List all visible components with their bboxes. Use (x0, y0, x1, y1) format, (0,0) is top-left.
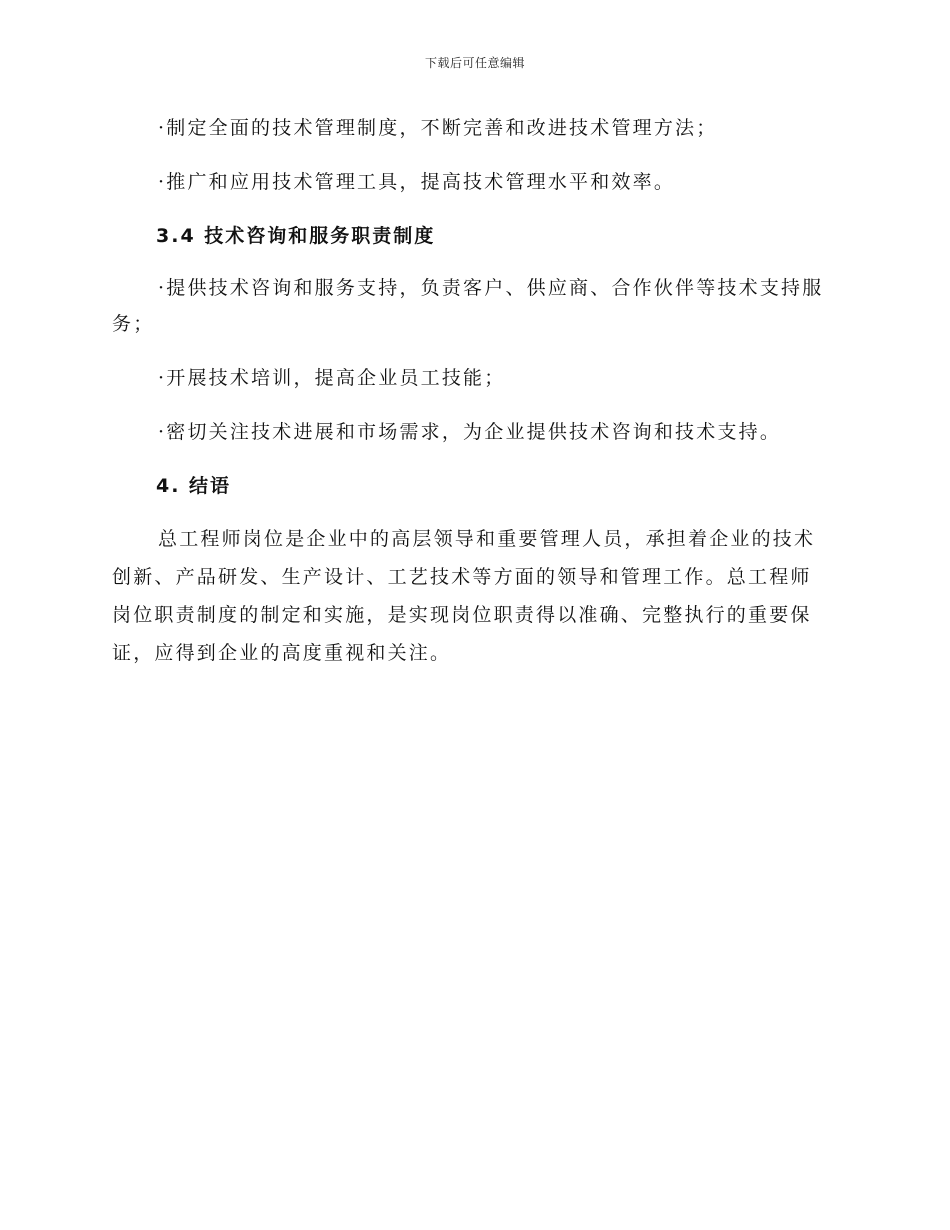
bullet-item: ·密切关注技术进展和市场需求，为企业提供技术咨询和技术支持。 (158, 421, 782, 443)
bullet-item: ·制定全面的技术管理制度，不断完善和改进技术管理方法； (158, 117, 718, 139)
conclusion-paragraph: 总工程师岗位是企业中的高层领导和重要管理人员，承担着企业的技术创新、产品研发、生产设计、工艺技术等方面的领导和管理工作。总工程师岗位职责制度的制定和实施，是实现岗位职责得以准确、完整执行的重要保证，应得到企业的高度重视和关注。 (112, 528, 816, 664)
section-heading: 4. 结语 (156, 475, 232, 497)
header-note: 下载后可任意编辑 (424, 56, 525, 70)
section-heading: 3.4 技术咨询和服务职责制度 (156, 225, 436, 247)
bullet-item: ·推广和应用技术管理工具，提高技术管理水平和效率。 (158, 171, 676, 193)
bullet-item: ·开展技术培训，提高企业员工技能； (158, 367, 506, 389)
bullet-item: ·提供技术咨询和服务支持，负责客户、供应商、合作伙伴等技术支持服务； (112, 277, 824, 335)
document-content (112, 110, 832, 672)
